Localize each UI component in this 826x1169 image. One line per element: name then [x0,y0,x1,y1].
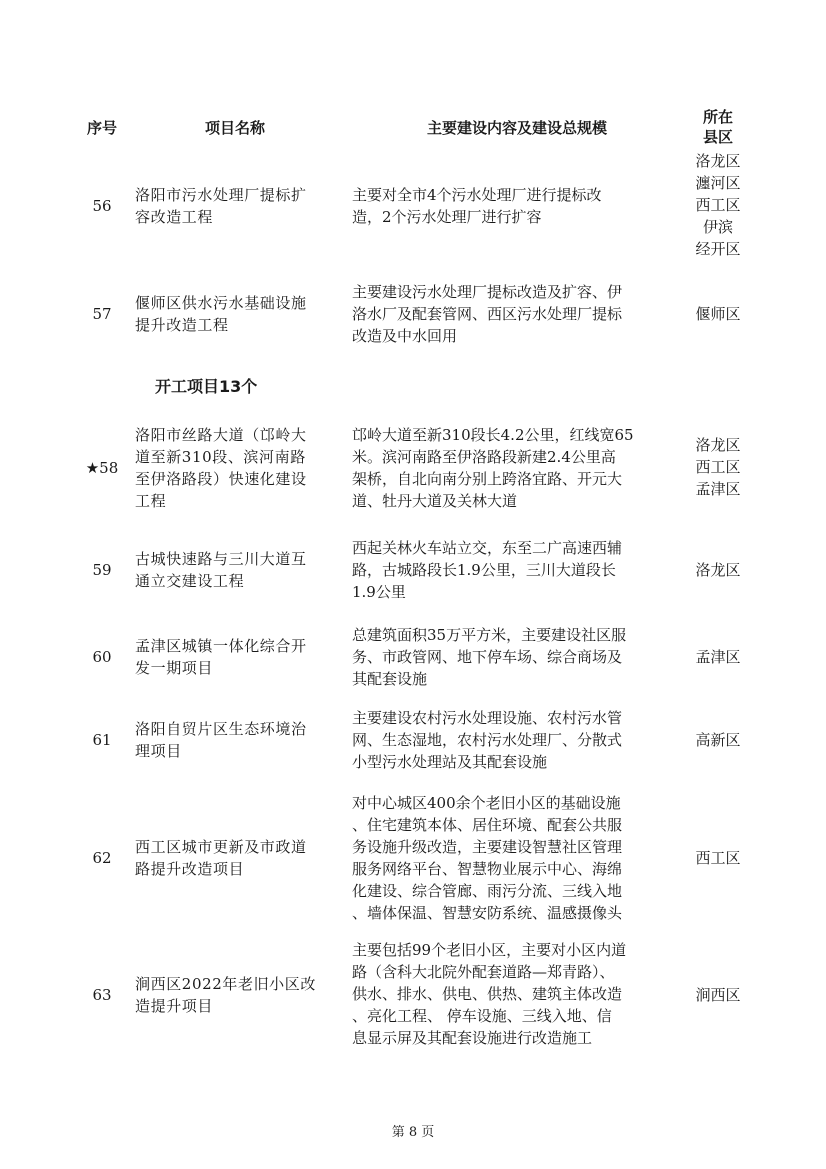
table-row-59 [0,537,826,605]
table-row-60 [0,624,826,692]
project-name: 洛阳市污水处理厂提标扩 容改造工程 [135,186,307,226]
project-content: 主要对全市4个污水处理厂进行提标改 造，2个污水处理厂进行扩容 [352,186,602,226]
table-row-63 [0,939,826,1051]
table-row-62 [0,792,826,926]
project-name: 西工区城市更新及市政道 路提升改造项目 [135,838,307,878]
project-county: 高新区 [695,731,741,749]
project-county: 涧西区 [695,986,741,1004]
table-row-58 [0,424,826,514]
header-county-line2: 县区 [702,128,733,146]
row-number: 60 [92,648,112,666]
row-number: 61 [92,731,112,749]
row-number: 59 [92,561,112,579]
project-content: 对中心城区400余个老旧小区的基础设施 、住宅建筑本体、居住环境、配套公共服 务设施升级改造，主要建设智慧社区管理 服务网络平台、智慧物业展示中心、海绵 化建设、综合管廊、雨污分流、三线入地 、墙体保温、智慧安防系统、温感摄像头 [352,794,623,922]
project-content: 邙岭大道至新310段长4.2公里，红线宽65 米。滨河南路至伊洛路段新建2.4公里高 架桥，自北向南分别上跨洛宜路、开元大 道、牡丹大道及关林大道 [352,426,634,510]
row-number: 56 [92,197,112,215]
section-title: 开工项目13个 [155,377,258,396]
project-name: 涧西区2022年老旧小区改 造提升项目 [135,975,316,1015]
project-county: 西工区 [695,849,741,867]
project-county: 洛龙区 瀍河区 西工区 伊滨 经开区 [695,152,741,258]
row-number: 57 [92,305,112,323]
project-name: 古城快速路与三川大道互 通立交建设工程 [135,550,307,590]
project-content: 主要建设污水处理厂提标改造及扩容、伊 洛水厂及配套管网、西区污水处理厂提标 改造及中水回用 [352,283,623,345]
project-county: 洛龙区 西工区 孟津区 [695,436,741,498]
row-number: 63 [92,986,112,1004]
header-seq: 序号 [86,119,117,137]
row-number: 62 [92,849,112,867]
project-name: 孟津区城镇一体化综合开 发一期项目 [135,637,307,677]
header-project-name: 项目名称 [204,119,265,137]
header-county-line1: 所在 [702,108,733,126]
table-row-56 [0,150,826,262]
project-county: 偃师区 [695,305,741,323]
table-row-61 [0,707,826,775]
project-name: 偃师区供水污水基础设施 提升改造工程 [135,294,307,334]
project-content: 主要包括99个老旧小区，主要对小区内道 路（含科大北院外配套道路—郑青路）、 供水、排水、供电、供热、建筑主体改造 、亮化工程、 停车设施、三线入地、信 息显示屏及其配套设施进行改造施工 [352,941,627,1047]
page-footer: 第 8 页 [391,1125,435,1140]
project-content: 主要建设农村污水处理设施、农村污水管 网、生态湿地，农村污水处理厂、分散式 小型污水处理站及其配套设施 [352,709,623,771]
project-name: 洛阳市丝路大道（邙岭大 道至新310段、滨河南路 至伊洛路段）快速化建设 工程 [135,426,307,510]
table-row-57 [0,281,826,351]
project-content: 总建筑面积35万平方米，主要建设社区服 务、市政管网、地下停车场、综合商场及 其配套设施 [352,626,627,688]
header-county [684,107,752,147]
project-county: 孟津区 [695,648,741,666]
project-name: 洛阳自贸片区生态环境治 理项目 [135,720,307,760]
project-county: 洛龙区 [695,561,741,579]
project-content: 西起关林火车站立交，东至二广高速西辅 路，古城路段长1.9公里，三川大道段长 1.9公里 [352,539,623,601]
header-content: 主要建设内容及建设总规模 [426,119,607,137]
row-number: ★58 [85,459,119,477]
